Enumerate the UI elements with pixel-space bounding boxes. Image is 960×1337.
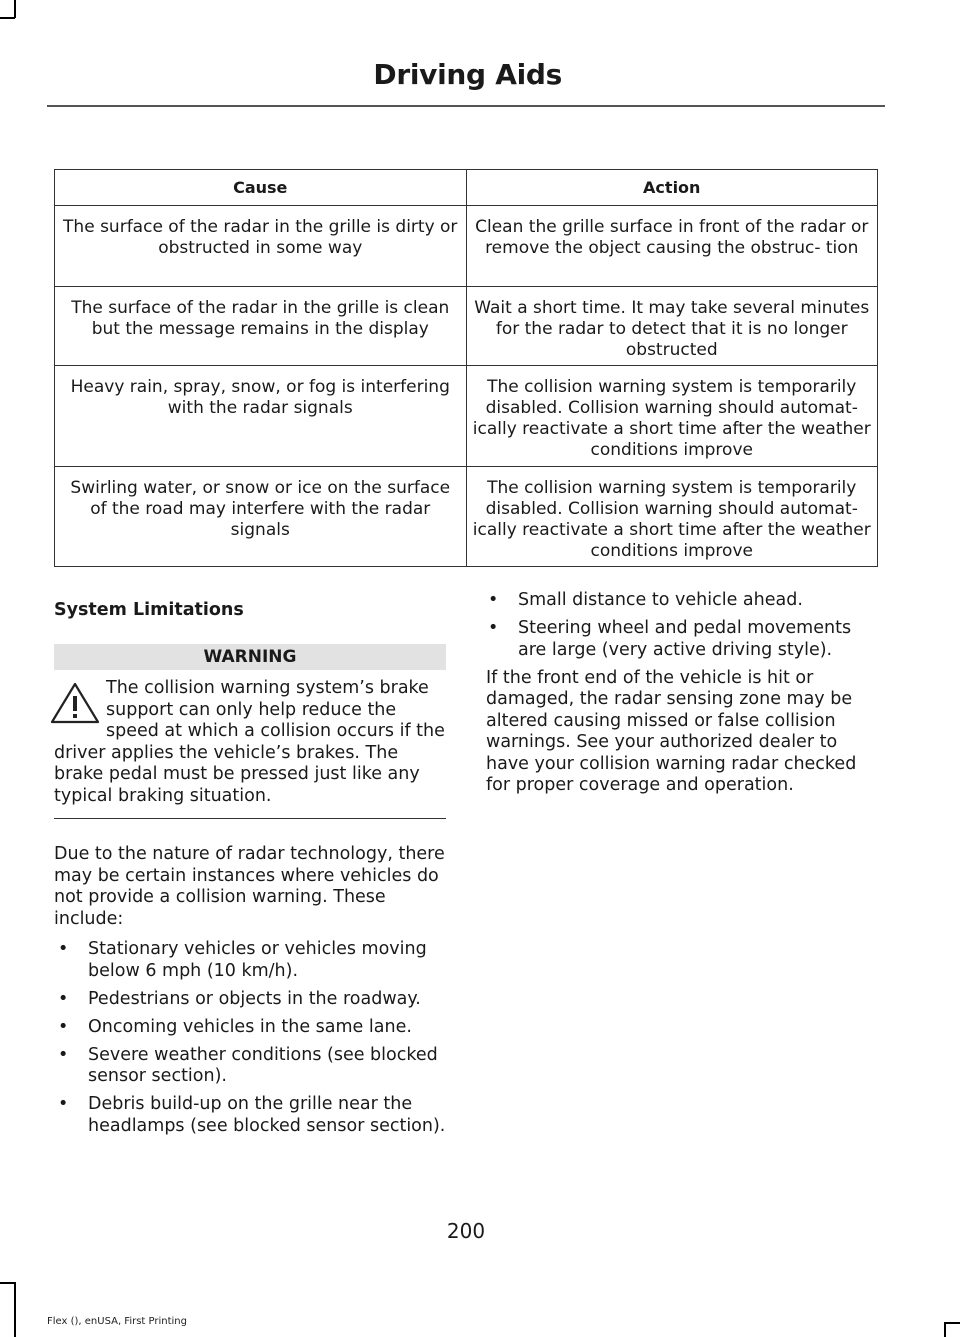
cause-cell: Heavy rain, spray, snow, or fog is interfering with the radar signals	[55, 366, 467, 467]
list-item: • Stationary vehicles or vehicles moving below 6 mph (10 km/h).	[54, 939, 446, 982]
table-row	[55, 467, 878, 567]
cause-cell: Swirling water, or snow or ice on the surface of the road may interfere with the radar signals	[55, 467, 467, 567]
list-item: • Steering wheel and pedal movements are large (very active driving style).	[484, 618, 880, 661]
cause-cell: The surface of the radar in the grille is clean but the message remains in the display	[55, 287, 467, 366]
cause-cell: The surface of the radar in the grille is dirty or obstructed in some way	[55, 206, 467, 287]
warning-text: The collision warning system’s brake support can only help reduce the speed at which a collision occurs if the driver applies the vehicle’s brakes. The brake pedal must be pressed just like any typical braking situation.	[54, 678, 445, 806]
list-item: • Debris build-up on the grille near the headlamps (see blocked sensor section).	[54, 1094, 446, 1137]
right-column	[486, 590, 880, 797]
warning-body	[54, 670, 446, 819]
list-item: • Pedestrians or objects in the roadway.	[54, 989, 446, 1011]
action-cell: Clean the grille surface in front of the radar or remove the object causing the obstruc- tion	[466, 206, 878, 287]
table-row	[55, 287, 878, 366]
crop-mark	[944, 1322, 960, 1324]
page-number: 200	[446, 1219, 486, 1243]
warning-label: WARNING	[54, 644, 446, 670]
edition-footer: Flex (), enUSA, First Printing	[47, 1316, 187, 1327]
list-item: • Severe weather conditions (see blocked sensor section).	[54, 1045, 446, 1088]
intro-paragraph: Due to the nature of radar technology, there may be certain instances where vehicles do not provide a collision warning. These include:	[54, 844, 445, 929]
action-cell: The collision warning system is temporarily disabled. Collision warning should automat- ically reactivate a short time after the weather conditions improve	[466, 366, 878, 467]
list-item: • Oncoming vehicles in the same lane.	[54, 1017, 446, 1039]
table-row	[55, 206, 878, 287]
limitations-list	[54, 939, 446, 1137]
action-cell: Wait a short time. It may take several minutes for the radar to detect that it is no longer obstructed	[466, 287, 878, 366]
cause-action-table	[54, 169, 878, 567]
crop-mark	[0, 17, 15, 19]
crop-mark	[944, 1322, 946, 1337]
action-cell: The collision warning system is temporarily disabled. Collision warning should automat- ically reactivate a short time after the weather conditions improve	[466, 467, 878, 567]
header-divider	[47, 105, 885, 107]
table-row	[55, 366, 878, 467]
section-title: System Limitations	[54, 600, 244, 620]
table-header-row	[55, 170, 878, 206]
limitations-list-continued	[484, 590, 880, 661]
closing-paragraph: If the front end of the vehicle is hit or damaged, the radar sensing zone may be altered causing missed or false collision warnings. See your authorized dealer to have your collision warning radar checked for proper coverage and operation.	[486, 667, 857, 795]
list-item: • Small distance to vehicle ahead.	[484, 590, 880, 612]
column-header-cause: Cause	[55, 170, 467, 206]
crop-mark	[14, 1282, 16, 1337]
crop-mark	[14, 0, 16, 18]
left-column	[54, 596, 446, 1144]
crop-mark	[0, 1282, 16, 1284]
page-title: Driving Aids	[373, 58, 562, 91]
column-header-action: Action	[466, 170, 878, 206]
warning-triangle-icon	[50, 682, 100, 724]
warning-box	[54, 644, 446, 819]
